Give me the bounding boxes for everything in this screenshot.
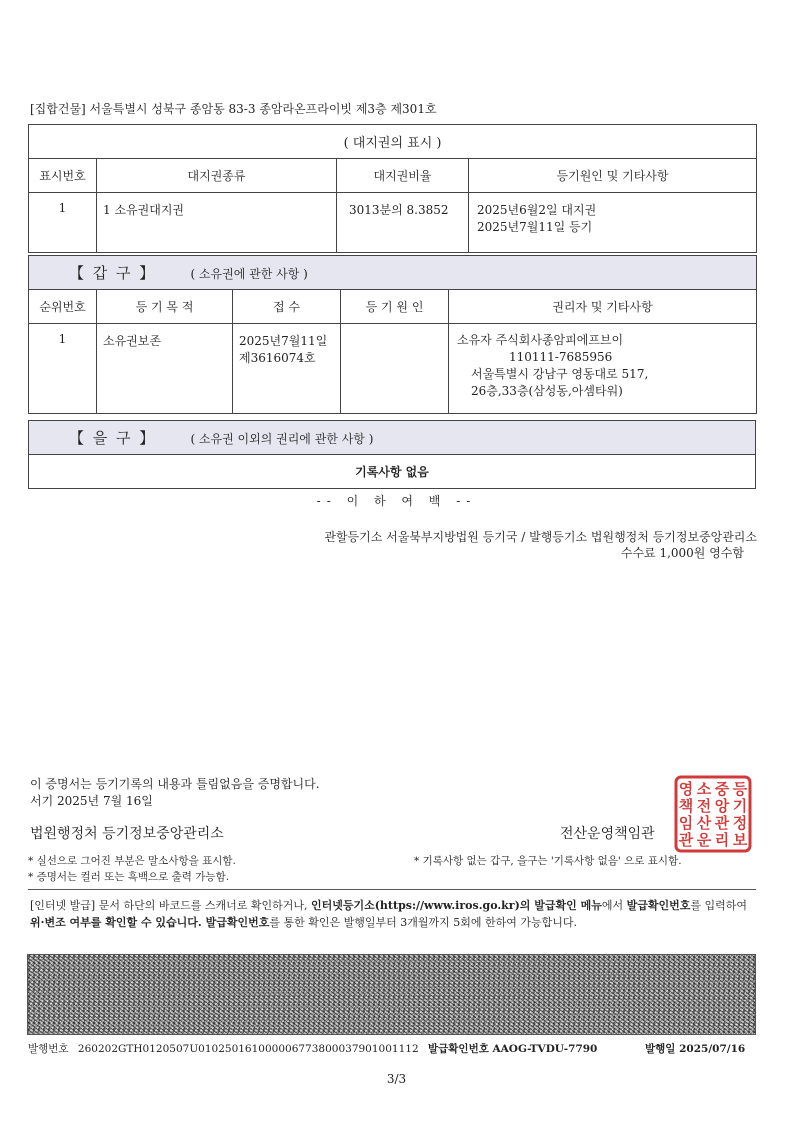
guide-text: [인터넷 발급] 문서 하단의 바코드를 스캐너로 확인하거나, (30, 899, 311, 912)
confirm-value: AAOG-TVDU-7790 (492, 1043, 598, 1055)
document-header: [집합건물] 서울특별시 성북구 종암동 83-3 종암라온프라이빗 제3층 제301호 (30, 102, 437, 116)
cell-ratio: 3013분의 8.3852 (337, 193, 469, 253)
cause-line: 2025년6월2일 대지권 (477, 203, 597, 217)
confirm-number (428, 1041, 597, 1056)
gap-gu-title-cell (29, 256, 757, 290)
table-row (29, 193, 757, 253)
col-header: 등 기 원 인 (341, 290, 449, 324)
cause-line: 2025년7월11일 등기 (477, 220, 593, 234)
seal-char: 책 (678, 797, 694, 815)
eul-gu-subtitle: ( 소유권 이외의 권리에 관한 사항 ) (190, 432, 374, 446)
page-number: 3/3 (386, 1072, 407, 1086)
guide-text: 에서 (601, 899, 627, 912)
cell-no: 1 (29, 324, 97, 414)
col-header: 등 기 목 적 (97, 290, 233, 324)
cell-purpose: 소유권보존 (97, 324, 233, 414)
confirm-label: 발급확인번호 (428, 1043, 489, 1055)
land-rights-title: ( 대지권의 표시 ) (29, 125, 757, 159)
guide-bold: 인터넷등기소(https://www.iros.go.kr)의 발급확인 메뉴 (310, 899, 602, 912)
seal-char: 임 (678, 814, 694, 832)
seal-char: 앙 (714, 797, 730, 815)
col-header: 순위번호 (29, 290, 97, 324)
holder-line: 서울특별시 강남구 영동대로 517, (471, 367, 649, 381)
note-strikethrough: * 실선으로 그어진 부분은 말소사항을 표시함. (28, 855, 236, 867)
issue-number-value: 260202GTH0120507U010250161000006773800037901001112 (77, 1043, 419, 1055)
table-row (29, 324, 757, 414)
cell-kind: 1 소유권대지권 (97, 193, 337, 253)
cell-holder (449, 324, 757, 414)
seal-char: 정 (732, 814, 748, 832)
gap-gu-title: 【 갑 구 】 (69, 264, 157, 282)
note-color: * 증명서는 컬러 또는 흑백으로 출력 가능함. (28, 871, 230, 883)
seal-char: 리 (714, 831, 730, 849)
guide-bold: 발급확인번호 (626, 899, 691, 912)
seal-char: 기 (732, 797, 748, 815)
issue-number-label: 발행번호 (28, 1043, 69, 1055)
guide-text: 를 입력하여 (690, 899, 748, 912)
receipt-line: 2025년7월11일 (239, 334, 328, 348)
seal-char: 관 (714, 814, 730, 832)
gap-gu-table (28, 255, 757, 414)
eul-gu-empty: 기록사항 없음 (29, 455, 756, 489)
issue-date-value: 2025/07/16 (679, 1043, 746, 1055)
eul-gu-title-cell (29, 421, 756, 455)
seal-char: 전 (696, 797, 712, 815)
cell-cause (469, 193, 757, 253)
guide-bold: 위·변조 여부를 확인할 수 있습니다. 발급확인번호 (30, 916, 270, 929)
seal-char: 운 (696, 831, 712, 849)
divider (28, 889, 756, 890)
cell-cause (341, 324, 449, 414)
issuer-name: 법원행정처 등기정보중앙관리소 (30, 826, 224, 842)
certification-text: 이 증명서는 등기기록의 내용과 틀림없음을 증명합니다. (30, 777, 320, 791)
end-mark: -- 이 하 여 백 -- (316, 494, 477, 508)
col-header: 권리자 및 기타사항 (449, 290, 757, 324)
holder-line: 110111-7685956 (509, 350, 613, 364)
col-header: 등기원인 및 기타사항 (469, 159, 757, 193)
official-seal (674, 775, 752, 853)
col-header: 표시번호 (29, 159, 97, 193)
gap-gu-subtitle: ( 소유권에 관한 사항 ) (190, 267, 308, 281)
seal-char: 산 (696, 814, 712, 832)
certification-date: 서기 2025년 7월 16일 (30, 794, 153, 808)
col-header: 대지권비율 (337, 159, 469, 193)
seal-char: 관 (678, 831, 694, 849)
seal-char: 영 (678, 780, 694, 798)
office-line: 관할등기소 서울북부지방법원 등기국 / 발행등기소 법원행정처 등기정보중앙관리소 (324, 530, 757, 544)
col-header: 접 수 (233, 290, 341, 324)
seal-char: 중 (714, 780, 730, 798)
eul-gu-title: 【 을 구 】 (69, 429, 157, 447)
cell-no: 1 (29, 193, 97, 253)
fee-line: 수수료 1,000원 영수함 (620, 546, 744, 560)
seal-char: 등 (732, 780, 748, 798)
note-no-record: * 기록사항 없는 갑구, 을구는 '기록사항 없음' 으로 표시함. (414, 855, 682, 867)
land-rights-table (28, 124, 757, 253)
issuance-guide (30, 897, 755, 931)
receipt-line: 제3616074호 (239, 351, 316, 365)
verification-barcode (27, 954, 756, 1035)
issue-date-label: 발행일 (645, 1043, 676, 1055)
holder-line: 26층,33층(삼성동,아셈타워) (471, 384, 623, 398)
seal-char: 보 (732, 831, 748, 849)
officer-title: 전산운영책임관 (560, 826, 655, 842)
cell-receipt (233, 324, 341, 414)
issue-date (645, 1041, 745, 1056)
seal-char: 소 (696, 780, 712, 798)
eul-gu-table (28, 420, 756, 489)
holder-line: 소유자 주식회사종암피에프브이 (457, 333, 624, 347)
issue-number (28, 1041, 419, 1056)
col-header: 대지권종류 (97, 159, 337, 193)
guide-text: 를 통한 확인은 발행일부터 3개월까지 5회에 한하여 가능합니다. (269, 916, 577, 929)
